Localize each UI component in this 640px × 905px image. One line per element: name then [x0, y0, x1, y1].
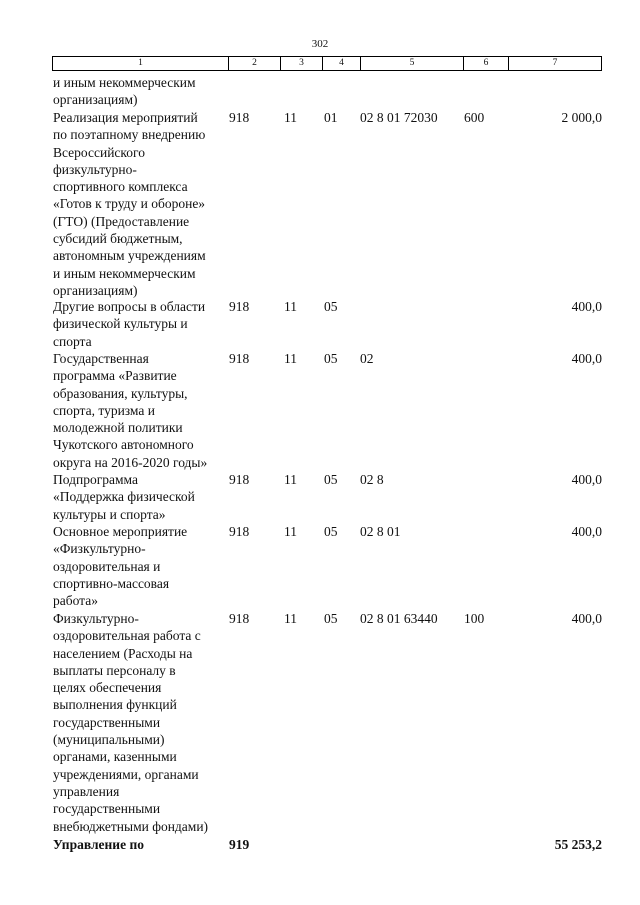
row-target: 02 8 [360, 472, 384, 487]
row-code: 918 [229, 299, 250, 314]
row-type: 100 [464, 611, 485, 626]
row-name: и иным некоммерческим организациям) [53, 75, 196, 108]
row-amount: 2 000,0 [561, 110, 602, 125]
row-amount: 400,0 [571, 524, 602, 539]
column-header-1: 1 [53, 57, 229, 70]
column-header-5: 5 [361, 57, 464, 70]
row-code: 918 [229, 524, 250, 539]
row-section: 11 [284, 110, 297, 125]
page-number: 302 [311, 38, 329, 50]
row-code: 918 [229, 611, 250, 626]
row-code: 918 [229, 110, 250, 125]
row-code: 918 [229, 472, 250, 487]
row-name: Реализация мероприятий по поэтапному внедрению Всероссийского физкультурно- спортивного комплекса «Готов к труду и обороне» (ГТО) (Предоставление субсидий бюджетным, автономным учреждениям и иным некоммерческим организациям) [53, 110, 206, 298]
row-type: 600 [464, 110, 485, 125]
row-code: 918 [229, 351, 250, 366]
row-name: Физкультурно- оздоровительная работа с населением (Расходы на выплаты персоналу в целях обеспечения выполнения функций государственными (муниципальными) органами, казенными учреждениями, органами управления государственными внебюджетными фондами) [53, 611, 209, 834]
row-subsection: 05 [324, 472, 338, 487]
row-name: Государственная программа «Развитие образования, культуры, спорта, туризма и молодежной политики Чукотского автономного округа на 2016-2020 годы» [53, 351, 208, 470]
row-name: Подпрограмма «Поддержка физической культуры и спорта» [53, 472, 195, 522]
row-target: 02 [360, 351, 374, 366]
column-header-2: 2 [229, 57, 281, 70]
row-code: 919 [229, 837, 250, 852]
row-section: 11 [284, 611, 297, 626]
row-subsection: 05 [324, 611, 338, 626]
row-amount: 55 253,2 [554, 837, 602, 852]
row-amount: 400,0 [571, 472, 602, 487]
row-amount: 400,0 [571, 299, 602, 314]
row-name: Основное мероприятие «Физкультурно- оздоровительная и спортивно-массовая работа» [53, 524, 188, 609]
row-subsection: 05 [324, 351, 338, 366]
column-header-row [52, 56, 602, 71]
column-header-4: 4 [323, 57, 361, 70]
row-subsection: 01 [324, 110, 338, 125]
row-target: 02 8 01 72030 [360, 110, 438, 125]
row-section: 11 [284, 351, 297, 366]
row-name: Другие вопросы в области физической культуры и спорта [53, 299, 206, 349]
row-amount: 400,0 [571, 611, 602, 626]
row-amount: 400,0 [571, 351, 602, 366]
column-header-6: 6 [464, 57, 509, 70]
row-target: 02 8 01 63440 [360, 611, 438, 626]
row-name: Управление по [53, 837, 144, 852]
row-subsection: 05 [324, 524, 338, 539]
column-header-7: 7 [552, 58, 558, 68]
column-header-3: 3 [281, 57, 323, 70]
row-section: 11 [284, 299, 297, 314]
row-subsection: 05 [324, 299, 338, 314]
row-section: 11 [284, 524, 297, 539]
row-target: 02 8 01 [360, 524, 401, 539]
row-section: 11 [284, 472, 297, 487]
